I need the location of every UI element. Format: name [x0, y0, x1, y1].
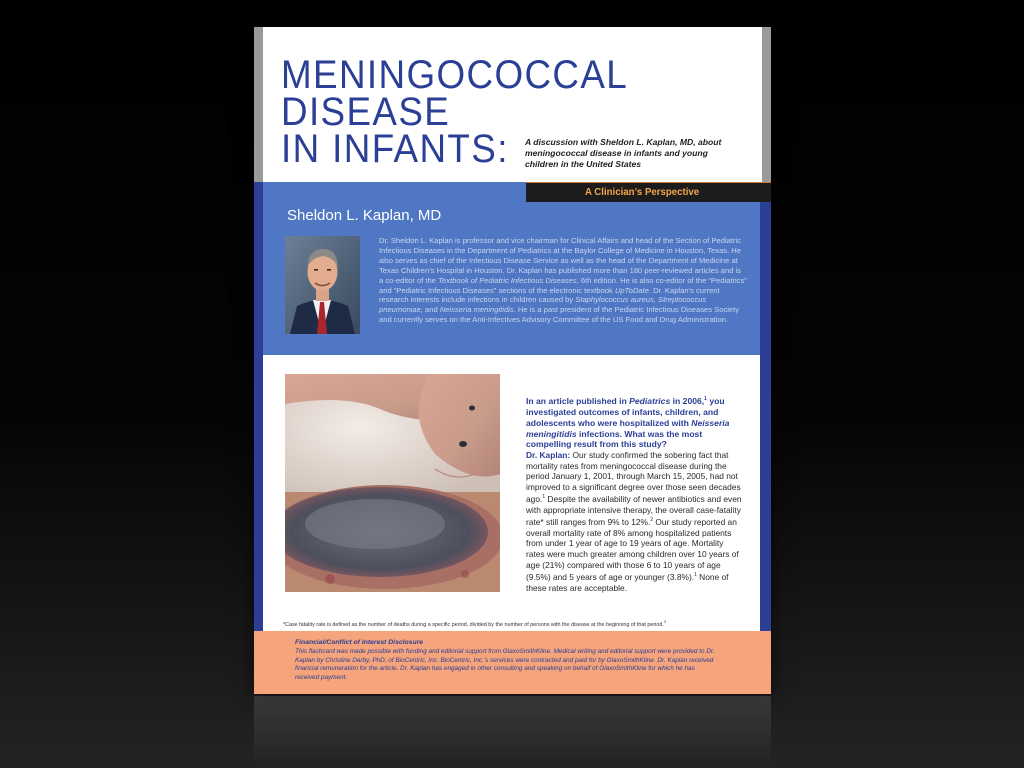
left-blue-frame	[254, 182, 263, 637]
subtitle: A discussion with Sheldon L. Kaplan, MD, about meningococcal disease in infants and young children in the United States	[525, 137, 722, 169]
interview-answer: Dr. Kaplan: Our study confirmed the sobering fact that mortality rates from meningococcal disease during the period January 1, 2001, through March 15, 2005, had not improved to a significant degree over those seen decades ago.$^1$ Despite the availability of newer antibiotics and even with appropriate intensive therapy, the overall case-fatality rate* still ranges from 9% to 12%.$^2$ Our study reported an overall mortality rate of 8% among hospitalized patients from under 1 year of age to 19 years of age. Mortality rates were much greater among children over 10 years of age (21%) compared with those 6 to 10 years of age (9.5%) and 5 years of age or younger (3.8%).$^1$ None of these rates are acceptable.	[526, 450, 742, 593]
tagline: A Clinician’s Perspective	[585, 186, 700, 198]
right-blue-frame	[760, 182, 771, 637]
left-gray-strip	[254, 27, 263, 182]
title-line-2: DISEASE	[281, 90, 451, 134]
infant-rash-photo	[285, 374, 500, 592]
author-name: Sheldon L. Kaplan, MD	[287, 207, 442, 224]
title-line-3: IN INFANTS:	[281, 127, 509, 171]
disclosure-text: This flashcard was made possible with funding and editorial support from GlaxoSmithKline. Medical writing and editorial support were provided to Dr. Kaplan by Christine Darby, PhD, of BioCentric, Inc. BioCentric, Inc.’s services were contracted and paid for by GlaxoSmithKline. Dr. Kaplan received financial remuneration for the article. Dr. Kaplan has engaged in other consulting and speaking on behalf of GlaxoSmithKline for which he has received payment.	[295, 648, 715, 681]
footnote: *Case fatality rate is defined as the number of deaths during a specific period, divided by the number of persons with the disease at the beginning of that period.$^3$	[283, 619, 667, 628]
page-reflection	[254, 696, 771, 768]
flashcard-page	[254, 27, 771, 694]
author-bio: Dr. Sheldon L. Kaplan is professor and vice chairman for Clinical Affairs and head of the Section of Pediatric Infectious Diseases in the Department of Pediatrics at the Baylor College of Medicine in Houston, Texas. He also serves as chief of the Infectious Disease Service as well as the head of the Department of Medicine at Texas Children’s Hospital in Houston. Dr. Kaplan has published more than 180 peer-reviewed articles and is a co-editor of the Textbook of Pediatric Infectious Diseases, 6th edition. He is also co-editor of the “Pediatrics” and “Pediatric Infectious Diseases” sections of the electronic textbook UpToDate. Dr. Kaplan’s current research interests include infections in children caused by Staphylococcus aureus, Streptococcus pneumoniae, and Neisseria meningitidis. He is a past president of the Pediatric Infectious Diseases Society and currently serves on the Anti-Infectives Advisory Committee of the US Food and Drug Administration.	[379, 236, 747, 325]
title-line-1: MENINGOCOCCAL	[281, 53, 629, 97]
infant-image	[285, 374, 500, 592]
right-gray-strip	[762, 27, 771, 182]
disclosure-title: Financial/Conflict of Interest Disclosure	[295, 639, 424, 646]
author-photo	[285, 236, 360, 334]
interview-question: In an article published in Pediatrics in 2006,$^1$ you investigated outcomes of infants, children, and adolescents who were hospitalized with Neisseria meningitidis infections. What was the most compelling result from this study?	[526, 395, 730, 450]
portrait-image	[285, 236, 360, 334]
